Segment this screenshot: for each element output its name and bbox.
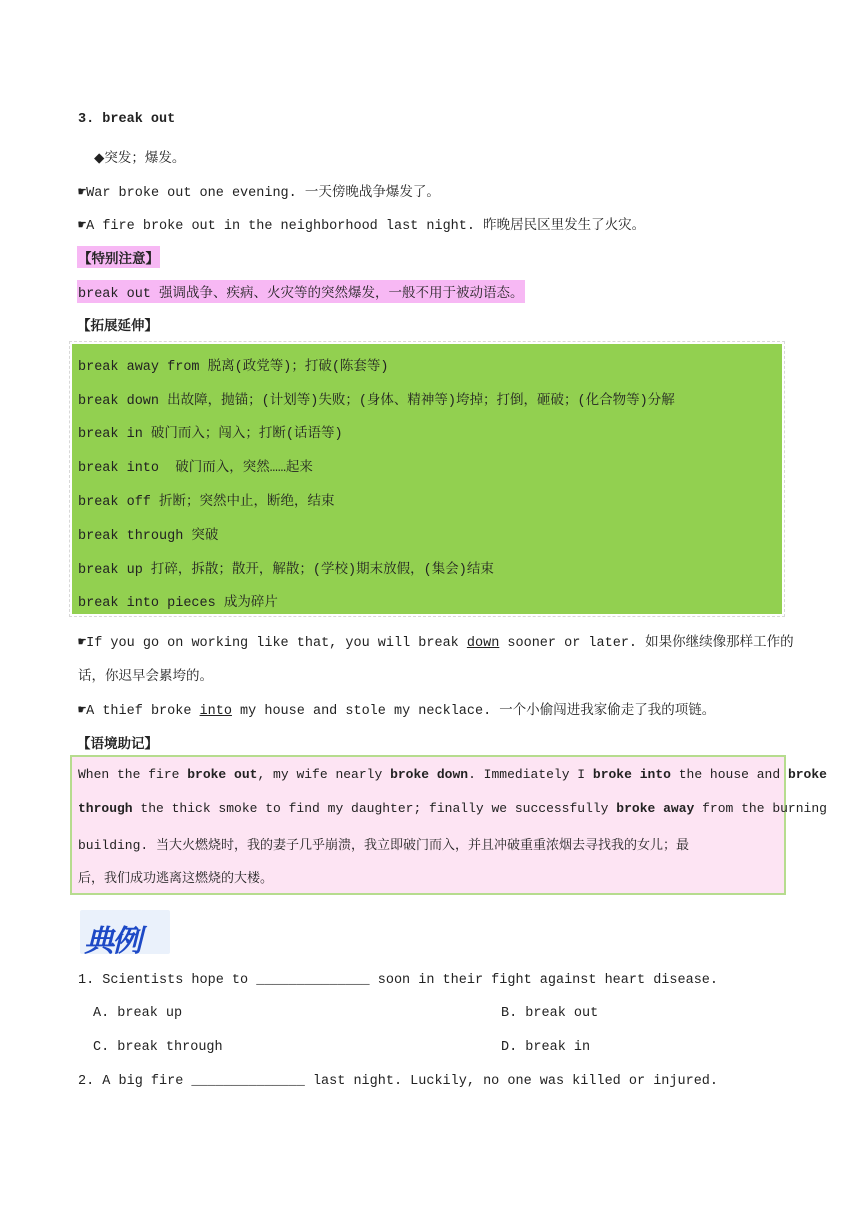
example-sentence-2: ☛A fire broke out in the neighborhood last night. 昨晚居民区里发生了火灾。 [78,219,646,234]
example-sentence-3: ☛If you go on working like that, you will break down sooner or later. 如果你继续像那样工作的 [78,636,794,651]
context-line-4: 后，我们成功逃离这燃烧的大楼。 [78,871,274,886]
phrase-item: break off 折断；突然中止，断绝，结束 [78,495,335,510]
q1-option-b: B. break out [501,1006,599,1021]
question-1: 1. Scientists hope to ______________ soon in their fight against heart disease. [78,973,719,988]
context-line-2: through the thick smoke to find my daughter; finally we successfully broke away from the burning [78,801,827,816]
context-line-3: building. 当大火燃烧时，我的妻子几乎崩溃，我立即破门而入，并且冲破重重浓烟去寻找我的女儿；最 [78,838,690,853]
phrase-item: break away from 脱离(政党等)；打破(陈套等) [78,360,389,375]
phrase-item: break into 破门而入，突然……起来 [78,461,313,476]
example-logo: 典例 [80,910,170,954]
phrase-item: break up 打碎，拆散；散开，解散；(学校)期末放假，(集会)结束 [78,563,494,578]
meaning-text: ◆突发；爆发。 [94,150,186,166]
note-title: 【特别注意】 [77,246,160,268]
question-2: 2. A big fire ______________ last night. Luckily, no one was killed or injured. [78,1074,719,1089]
phrase-item: break down 出故障，抛锚；(计划等)失败；(身体、精神等)垮掉；打倒，砸破；(化合物等)分解 [78,394,675,409]
q1-option-d: D. break in [501,1040,591,1055]
example-sentence-1: ☛War broke out one evening. 一天傍晚战争爆发了。 [78,186,440,201]
phrase-item: break into pieces 成为碎片 [78,596,278,611]
context-title: 【语境助记】 [77,736,158,752]
phrase-item: break in 破门而入；闯入；打断(话语等) [78,427,343,442]
example-sentence-4: ☛A thief broke into my house and stole my necklace. 一个小偷闯进我家偷走了我的项链。 [78,704,716,719]
extension-title: 【拓展延伸】 [77,318,158,334]
q1-option-c: C. break through [93,1040,223,1055]
q1-option-a: A. break up [93,1006,183,1021]
example-sentence-3-cont: 话，你迟早会累垮的。 [78,668,213,684]
note-text: break out 强调战争、疾病、火灾等的突然爆发，一般不用于被动语态。 [77,280,525,303]
phrase-item: break through 突破 [78,529,219,544]
context-line-1: When the fire broke out, my wife nearly broke down. Immediately I broke into the house and broke [78,767,827,782]
section-heading: 3. break out [78,112,176,127]
